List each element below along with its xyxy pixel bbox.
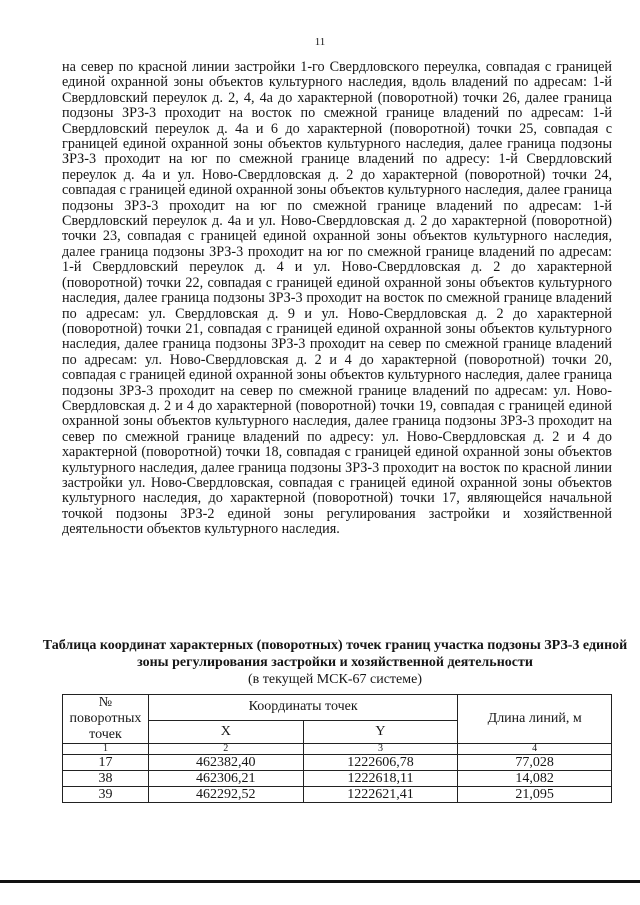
column-index: 2 xyxy=(148,744,303,755)
column-index: 3 xyxy=(303,744,458,755)
x-coordinate-cell: 462382,40 xyxy=(148,755,303,771)
header-x: X xyxy=(148,720,303,743)
header-point-number: № поворотных точек xyxy=(63,695,149,744)
table-row xyxy=(63,771,612,787)
page-number: 11 xyxy=(314,36,326,48)
point-number-cell: 38 xyxy=(63,771,149,787)
line-length-cell: 14,082 xyxy=(458,771,612,787)
y-coordinate-cell: 1222621,41 xyxy=(303,787,458,803)
header-line-length: Длина линий, м xyxy=(458,695,612,744)
coordinates-table xyxy=(62,694,612,803)
y-coordinate-cell: 1222606,78 xyxy=(303,755,458,771)
table-title: Таблица координат характерных (поворотных) точек границ участка подзоны ЗРЗ-3 единой зоны регулирования застройки и хозяйственной деятельности xyxy=(42,638,628,670)
table-header-row xyxy=(63,695,612,721)
line-length-cell: 21,095 xyxy=(458,787,612,803)
table-subtitle: (в текущей МСК-67 системе) xyxy=(248,672,422,687)
column-index: 4 xyxy=(458,744,612,755)
table-index-row xyxy=(63,744,612,755)
page-bottom-rule xyxy=(0,880,640,883)
point-number-cell: 39 xyxy=(63,787,149,803)
header-y: Y xyxy=(303,720,458,743)
point-number-cell: 17 xyxy=(63,755,149,771)
table-row xyxy=(63,787,612,803)
table-row xyxy=(63,755,612,771)
x-coordinate-cell: 462306,21 xyxy=(148,771,303,787)
x-coordinate-cell: 462292,52 xyxy=(148,787,303,803)
column-index: 1 xyxy=(63,744,149,755)
body-paragraph: на север по красной линии застройки 1-го Свердловского переулка, совпадая с границей единой охранной зоны объектов культурного наследия, вдоль владений по адресам: 1-й Свердловский переулок д. 2, 4, 4а до характерной (поворотной) точки 26, далее граница подзоны ЗРЗ-3 проходит на восток по смежной границе владений по адресам: 1-й Свердловский переулок д. 4а и 6 до характерной (поворотной) точки 25, совпадая с границей единой охранной зоны объектов культурного наследия, далее граница подзоны ЗРЗ-3 проходит на юг по смежной границе владений по адресу: 1-й Свердловский переулок д. 4а и ул. Ново-Свердловская д. 2 до характерной (поворотной) точки 24, совпадая с границей единой охранной зоны объектов культурного наследия, далее граница подзоны ЗРЗ-3 проходит на юг по смежной границе владений по адресам: 1-й Свердловский переулок д. 4а и ул. Ново-Свердловская д. 2 до характерной (поворотной) точки 23, совпадая с границей единой охранной зоны объектов культурного наследия, далее граница подзоны ЗРЗ-3 проходит на юг по смежной границе владений по адресам: 1-й Свердловский переулок д. 4 и ул. Ново-Свердловская д. 2 до характерной (поворотной) точки 22, совпадая с границей единой охранной зоны объектов культурного наследия, далее граница подзоны ЗРЗ-3 проходит на восток по смежной границе владений по адресам: ул. Свердловская д. 9 и ул. Ново-Свердловская д. 2 до характерной (поворотной) точки 21, совпадая с границей единой охранной зоны объектов культурного наследия, далее граница подзоны ЗРЗ-3 проходит на север по смежной границе владений по адресам: ул. Ново-Свердловская д. 2 и 4 до характерной (поворотной) точки 20, совпадая с границей единой охранной зоны объектов культурного наследия, далее граница подзоны ЗРЗ-3 проходит на север по смежной границе владений по адресам: ул. Ново-Свердловская д. 2 и 4 до характерной (поворотной) точки 19, совпадая с границей единой охранной зоны объектов культурного наследия, далее граница подзоны ЗРЗ-3 проходит на север по смежной границе владений по адресу: ул. Ново-Свердловская д. 2 и 4 до характерной (поворотной) точки 18, совпадая с границей единой охранной зоны объектов культурного наследия, далее граница подзоны ЗРЗ-3 проходит на восток по красной линии застройки ул. Ново-Свердловская, совпадая с границей единой охранной зоны объектов культурного наследия, до характерной (поворотной) точки 17, являющейся начальной точкой подзоны ЗРЗ-2 единой зоны регулирования застройки и хозяйственной деятельности объектов культурного наследия. xyxy=(62,59,612,538)
header-coordinates: Координаты точек xyxy=(148,695,457,721)
line-length-cell: 77,028 xyxy=(458,755,612,771)
y-coordinate-cell: 1222618,11 xyxy=(303,771,458,787)
